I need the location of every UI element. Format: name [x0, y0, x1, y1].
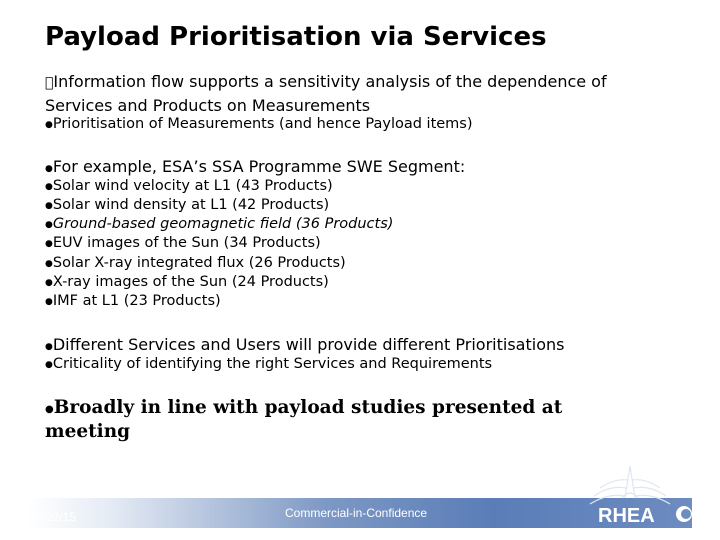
rhea-logo [580, 458, 700, 528]
example-heading-text: For example, ESA’s SSA Programme SWE Segment: [52, 157, 466, 176]
footer-date: 5/22/15 [36, 510, 77, 524]
conclusion-text-1: Broadly in line with payload studies presented at [53, 397, 563, 418]
product-text: X-ray images of the Sun (24 Products) [52, 274, 329, 290]
rhea-logo-icon [580, 458, 700, 528]
bullet-dot-icon: ● [45, 259, 53, 269]
intro-text-1: Information flow supports a sensitivity analysis of the dependence of [45, 72, 599, 91]
conclusion-line-1 [45, 397, 562, 418]
product-item [45, 216, 393, 232]
bullet-dot-icon: ● [45, 342, 53, 352]
sub-bullet-prioritisation [45, 116, 473, 132]
product-item [45, 293, 221, 309]
product-item [45, 197, 329, 213]
product-item [45, 255, 346, 271]
product-item [45, 274, 329, 290]
bullet-dot-icon: ● [45, 404, 54, 415]
intro-line-2: Services and Products on Measurements [45, 96, 371, 115]
bullet-dot-icon: ● [45, 239, 53, 249]
services-heading [45, 335, 564, 354]
rhea-logo-text: RHEA [598, 505, 655, 527]
bullet-dot-icon: ● [45, 278, 53, 288]
intro-line-1 [45, 72, 607, 91]
product-text: Solar X-ray integrated flux (26 Products) [52, 255, 346, 271]
sub-bullet-text: Prioritisation of Measurements (and hence Payload items) [52, 116, 473, 132]
bullet-dot-icon: ● [45, 220, 53, 230]
footer-confidentiality: Commercial-in-Confidence [285, 506, 428, 520]
conclusion-line-2: meeting [45, 421, 131, 442]
bullet-dot-icon: ● [45, 360, 53, 370]
bullet-dot-icon: ● [45, 297, 53, 307]
bullet-dot-icon: ● [45, 182, 53, 192]
example-heading [45, 157, 465, 176]
product-item [45, 178, 333, 194]
product-text: EUV images of the Sun (34 Products) [52, 235, 321, 251]
slide-title: Payload Prioritisation via Services [45, 22, 547, 52]
product-text: Solar wind density at L1 (42 Products) [52, 197, 330, 213]
bullet-dot-icon: ● [45, 201, 53, 211]
product-text: Solar wind velocity at L1 (43 Products) [52, 178, 333, 194]
product-text: Ground-based geomagnetic field (36 Products) [52, 216, 394, 232]
sub-bullet-criticality [45, 356, 492, 372]
sub-bullet-text: Criticality of identifying the right Services and Requirements [52, 356, 493, 372]
product-item [45, 235, 321, 251]
product-text: IMF at L1 (23 Products) [52, 293, 221, 309]
services-heading-text: Different Services and Users will provide different Prioritisations [52, 335, 565, 354]
bullet-dot-icon: ● [45, 120, 53, 130]
bullet-dot-icon: ● [45, 164, 53, 174]
